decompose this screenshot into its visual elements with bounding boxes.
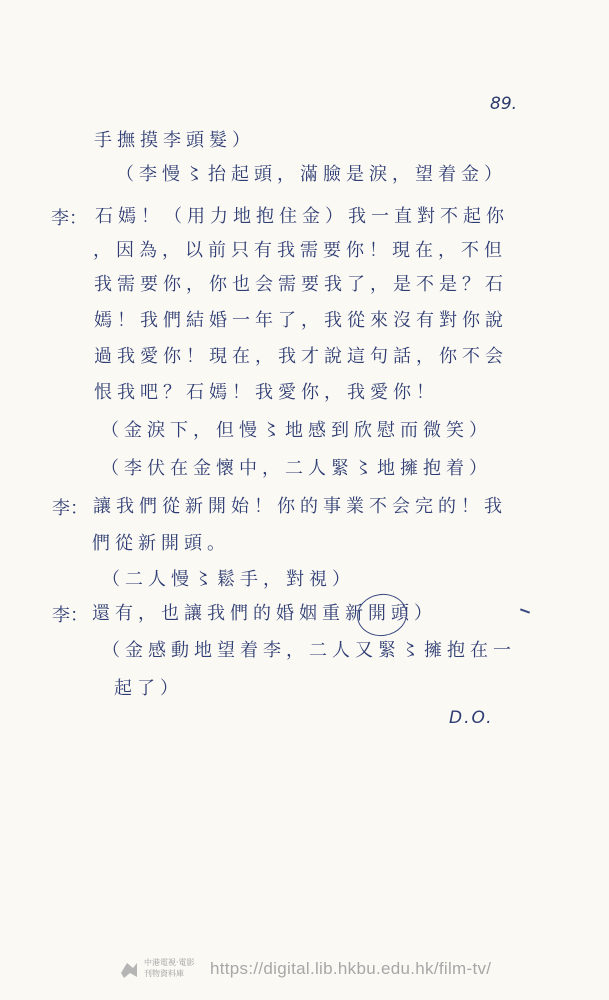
logo-text-line1: 中港電視·電影: [144, 958, 195, 967]
stage-direction: （金淚下，但慢〻地感到欣慰而微笑）: [101, 420, 492, 441]
logo-text-line2: 刊物資料庫: [144, 969, 184, 978]
dialogue-line: 還有，也讓我們的婚姻重新開頭）: [92, 603, 437, 624]
dialogue-line: 讓我們從新開始！你的事業不会完的！我: [93, 496, 507, 517]
dialogue-line: 恨我吧？石嫣！我愛你，我愛你！: [94, 382, 439, 403]
dialogue-line: 們從新開頭。: [92, 533, 230, 554]
speaker-label: 李：: [51, 208, 87, 229]
page-number: 89.: [490, 94, 518, 114]
dialogue-line: 過我愛你！現在，我才說這句話，你不会: [94, 346, 508, 367]
speaker-label: 李：: [52, 498, 88, 519]
stage-direction: 起了）: [114, 678, 183, 699]
stage-direction: （李慢〻抬起頭，滿臉是淚，望着金）: [116, 164, 507, 185]
dialogue-line: ，因為，以前只有我需要你！現在，不但: [93, 240, 507, 261]
dialogue-line: 石嫣！（用力地抱住金）我一直對不起你: [95, 206, 509, 227]
stage-direction: （金感動地望着李，二人又緊〻擁抱在一: [102, 640, 516, 661]
speaker-label: 李：: [52, 605, 88, 626]
source-url[interactable]: https://digital.lib.hkbu.edu.hk/film-tv/: [210, 959, 492, 978]
library-logo-icon: [118, 959, 140, 981]
dialogue-line: 嫣！我們結婚一年了，我從來沒有對你說: [94, 310, 508, 331]
watermark-footer: [118, 957, 538, 987]
dialogue-line: 我需要你，你也会需要我了，是不是？石: [94, 274, 508, 295]
handwritten-tick-mark: [520, 608, 530, 613]
stage-direction: （李伏在金懷中，二人緊〻地擁抱着）: [101, 458, 492, 479]
script-line: 手撫摸李頭髮）: [94, 130, 255, 151]
stage-direction: （二人慢〻鬆手，對視）: [102, 569, 355, 590]
handwritten-circle-mark: [354, 591, 409, 640]
handwritten-initials: D.O.: [449, 708, 494, 728]
